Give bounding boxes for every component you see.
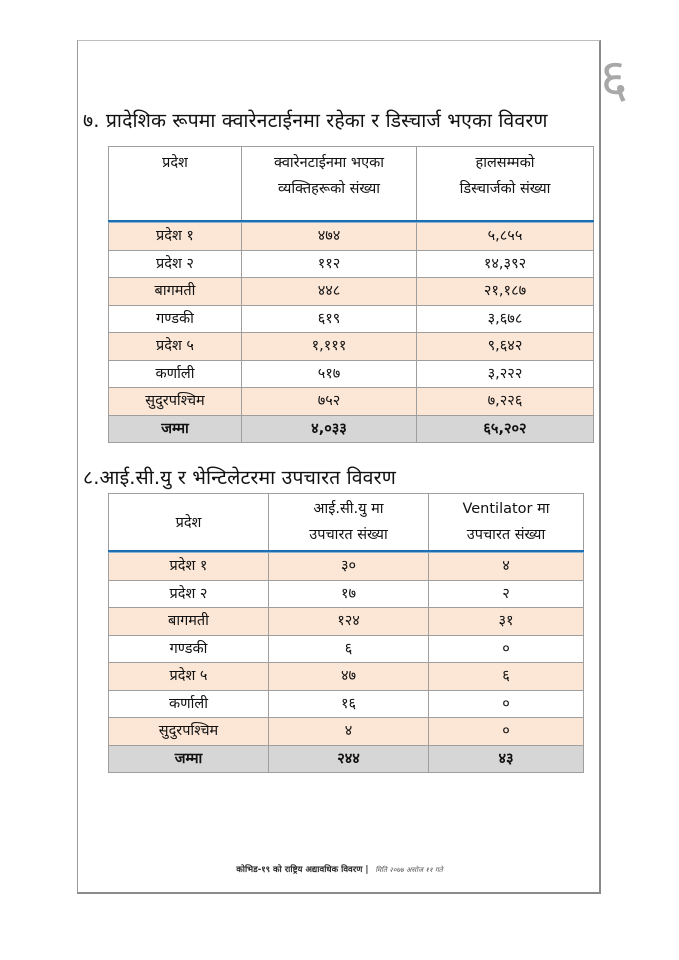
- table-row: [109, 553, 584, 581]
- cell-province: बागमती: [109, 278, 242, 306]
- cell-discharge: १४,३९२: [417, 250, 594, 278]
- table-header-row: [109, 147, 594, 222]
- cell-ventilator: ०: [429, 718, 584, 746]
- cell-icu: १७: [269, 580, 429, 608]
- header-province: [109, 147, 242, 222]
- cell-province: सुदुरपश्चिम: [109, 718, 269, 746]
- table-row: [109, 690, 584, 718]
- cell-province: प्रदेश ५: [109, 663, 269, 691]
- cell-province: गण्डकी: [109, 635, 269, 663]
- cell-quarantine: ६१९: [242, 305, 417, 333]
- total-icu: २४४: [269, 745, 429, 773]
- cell-ventilator: ०: [429, 635, 584, 663]
- cell-ventilator: ०: [429, 690, 584, 718]
- cell-province: कर्णाली: [109, 690, 269, 718]
- cell-icu: ४७: [269, 663, 429, 691]
- cell-province: बागमती: [109, 608, 269, 636]
- cell-quarantine: ११२: [242, 250, 417, 278]
- quarantine-discharge-table: [108, 146, 594, 443]
- page-number: ६: [600, 47, 629, 110]
- cell-discharge: ७,२२६: [417, 388, 594, 416]
- header-icu-count: [269, 494, 429, 552]
- header-line: प्रदेश: [162, 155, 188, 171]
- header-ventilator-count: [429, 494, 584, 552]
- table-row: [109, 305, 594, 333]
- cell-icu: १६: [269, 690, 429, 718]
- footer-title: कोभिड-१९ को राष्ट्रिय अद्यावधिक विवरण |: [236, 865, 369, 875]
- table-row: [109, 608, 584, 636]
- cell-quarantine: ५१७: [242, 360, 417, 388]
- header-discharge-count: [417, 147, 594, 222]
- cell-province: प्रदेश २: [109, 580, 269, 608]
- cell-province: प्रदेश ५: [109, 333, 242, 361]
- header-line: Ventilator मा: [462, 501, 550, 517]
- header-line: आई.सी.यु मा: [313, 501, 384, 517]
- header-province: [109, 494, 269, 552]
- cell-province: प्रदेश २: [109, 250, 242, 278]
- cell-discharge: ५,८५५: [417, 223, 594, 251]
- table-row: [109, 278, 594, 306]
- header-line: डिस्चार्जको संख्या: [459, 181, 551, 197]
- table-row: [109, 718, 584, 746]
- table-row: [109, 635, 584, 663]
- cell-discharge: ९,६४२: [417, 333, 594, 361]
- table-row: [109, 223, 594, 251]
- header-line: उपचारत संख्या: [309, 527, 388, 543]
- total-row: [109, 745, 584, 773]
- cell-ventilator: ६: [429, 663, 584, 691]
- cell-quarantine: ७५२: [242, 388, 417, 416]
- section-8-title: ८.आई.सी.यु र भेन्टिलेटरमा उपचारत विवरण: [83, 466, 396, 489]
- cell-province: प्रदेश १: [109, 553, 269, 581]
- total-quarantine: ४,०३३: [242, 415, 417, 443]
- total-label: जम्मा: [109, 745, 269, 773]
- table-row: [109, 663, 584, 691]
- cell-icu: ३०: [269, 553, 429, 581]
- table-row: [109, 333, 594, 361]
- footer-date: मिति २०७७ असोज ११ गते: [375, 866, 443, 874]
- table-row: [109, 580, 584, 608]
- cell-province: कर्णाली: [109, 360, 242, 388]
- cell-ventilator: ३१: [429, 608, 584, 636]
- section-7-title: ७. प्रादेशिक रूपमा क्वारेनटाईनमा रहेका र डिस्चार्ज भएका विवरण: [83, 109, 548, 132]
- total-row: [109, 415, 594, 443]
- header-line: उपचारत संख्या: [466, 527, 546, 543]
- header-line: प्रदेश: [175, 515, 202, 531]
- table-header-row: [109, 494, 584, 552]
- total-ventilator: ४३: [429, 745, 584, 773]
- cell-discharge: ३,२२२: [417, 360, 594, 388]
- cell-icu: ४: [269, 718, 429, 746]
- header-line: हालसम्मको: [475, 155, 535, 171]
- total-discharge: ६५,२०२: [417, 415, 594, 443]
- cell-province: प्रदेश १: [109, 223, 242, 251]
- page-footer: [0, 864, 679, 875]
- cell-icu: ६: [269, 635, 429, 663]
- cell-quarantine: १,१११: [242, 333, 417, 361]
- cell-ventilator: ४: [429, 553, 584, 581]
- header-quarantine-count: [242, 147, 417, 222]
- table-row: [109, 250, 594, 278]
- header-line: क्वारेनटाईनमा भएका: [273, 155, 385, 171]
- cell-quarantine: ४७४: [242, 223, 417, 251]
- cell-discharge: २१,१८७: [417, 278, 594, 306]
- cell-icu: १२४: [269, 608, 429, 636]
- total-label: जम्मा: [109, 415, 242, 443]
- cell-province: सुदुरपश्चिम: [109, 388, 242, 416]
- icu-ventilator-table: [108, 493, 584, 773]
- table-row: [109, 360, 594, 388]
- cell-province: गण्डकी: [109, 305, 242, 333]
- header-line: व्यक्तिहरूको संख्या: [277, 181, 381, 197]
- cell-quarantine: ४४८: [242, 278, 417, 306]
- table-row: [109, 388, 594, 416]
- cell-ventilator: २: [429, 580, 584, 608]
- cell-discharge: ३,६७८: [417, 305, 594, 333]
